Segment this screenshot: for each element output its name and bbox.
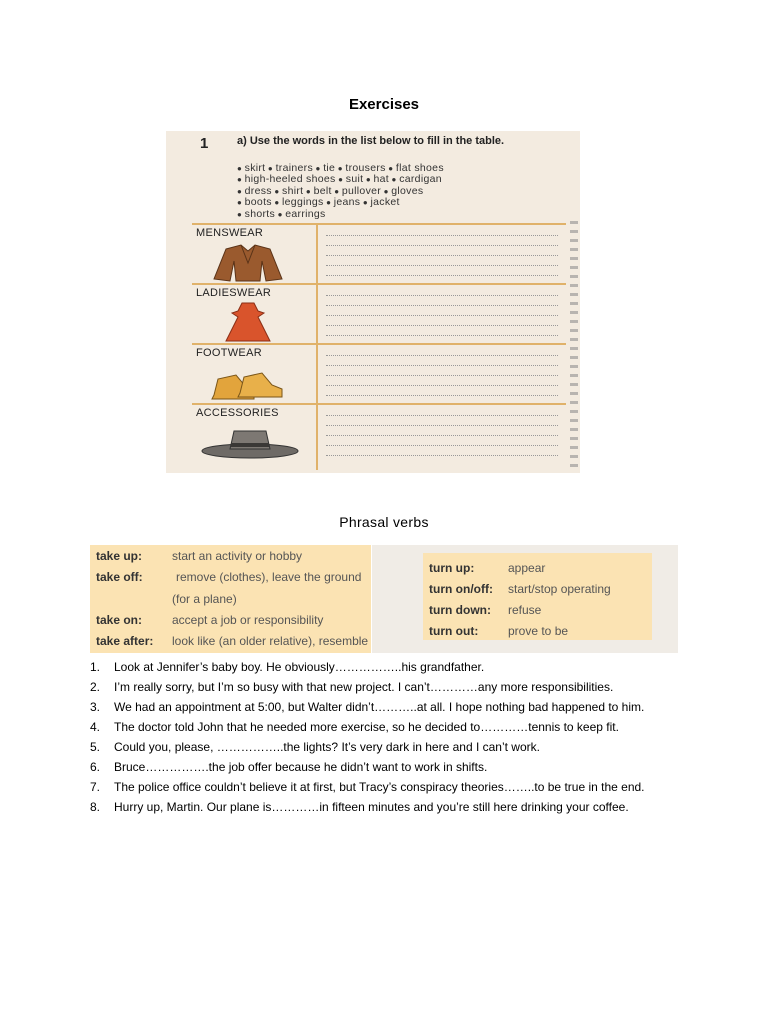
word-line: ● high-heeled shoes ● suit ● hat ● cardigan: [237, 173, 442, 186]
category-row-footwear: [192, 343, 566, 403]
fill-line: [326, 365, 558, 366]
list-item: 5. Could you, please, ……………..the lights? It’s very dark in here and I can’t work.: [90, 740, 540, 754]
page-title: Exercises: [348, 96, 420, 113]
list-item: 7. The police office couldn’t believe it at first, but Tracy’s conspiracy theories……..to be true in the end.: [90, 780, 645, 794]
fill-line: [326, 235, 558, 236]
phrasal-entry: take after:: [96, 634, 154, 648]
fill-line: [326, 245, 558, 246]
exercise-sentences: [90, 657, 730, 817]
phrasal-meaning: appear: [508, 561, 546, 575]
fill-line: [326, 435, 558, 436]
exercise-instruction: a) Use the words in the list below to fill in the table.: [237, 135, 505, 147]
fill-line: [326, 315, 558, 316]
phrasal-entry: take on:: [96, 613, 143, 627]
phrasal-entry: take up:: [96, 549, 143, 563]
fill-line: [326, 305, 558, 306]
fill-line: [326, 445, 558, 446]
phrasal-box-turn-inner: [423, 553, 652, 640]
exercise-image: [166, 131, 580, 473]
phrasal-meaning: refuse: [508, 603, 542, 617]
phrasal-meaning: remove (clothes), leave the ground: [176, 570, 362, 584]
phrasal-entry: take off:: [96, 570, 143, 584]
dress-icon: [196, 301, 300, 343]
list-item: 8. Hurry up, Martin. Our plane is…………in fifteen minutes and you’re still here drinking your coffee.: [90, 800, 629, 814]
boots-icon: [196, 361, 300, 403]
phrasal-meaning: (for a plane): [172, 592, 237, 606]
word-line: ● boots ● leggings ● jeans ● jacket: [237, 196, 400, 209]
phrasal-meaning: look like (an older relative), resemble: [172, 634, 369, 648]
phrasal-entry: turn out:: [429, 624, 479, 638]
phrasal-box-turn: [372, 545, 678, 653]
phrasal-entry: turn on/off:: [429, 582, 493, 596]
phrasal-verbs-heading: Phrasal verbs: [339, 514, 429, 530]
exercise-number: 1: [200, 135, 209, 152]
phrasal-box-take: [90, 545, 371, 653]
hat-icon: [196, 421, 300, 463]
category-row-ladieswear: [192, 283, 566, 343]
word-line: ● shorts ● earrings: [237, 207, 326, 220]
list-item: 1. Look at Jennifer’s baby boy. He obviously……………..his grandfather.: [90, 660, 485, 674]
category-row-accessories: [192, 403, 566, 471]
fill-line: [326, 325, 558, 326]
category-row-menswear: [192, 223, 566, 283]
fill-line: [326, 385, 558, 386]
category-label: MENSWEAR: [196, 227, 264, 239]
fill-line: [326, 415, 558, 416]
phrasal-meaning: start/stop operating: [508, 582, 611, 596]
fill-line: [326, 455, 558, 456]
phrasal-meaning: start an activity or hobby: [172, 549, 303, 563]
fill-line: [326, 275, 558, 276]
fill-line: [326, 355, 558, 356]
torn-edge: [570, 221, 578, 471]
category-label: LADIESWEAR: [196, 287, 272, 299]
phrasal-entry: turn down:: [429, 603, 491, 617]
phrasal-meaning: prove to be: [508, 624, 569, 638]
word-line: ● dress ● shirt ● belt ● pullover ● gloves: [237, 184, 424, 197]
fill-line: [326, 375, 558, 376]
jacket-icon: [196, 241, 300, 283]
fill-line: [326, 295, 558, 296]
phrasal-meaning: accept a job or responsibility: [172, 613, 324, 627]
fill-line: [326, 395, 558, 396]
fill-line: [326, 265, 558, 266]
category-label: ACCESSORIES: [196, 407, 279, 419]
list-item: 4. The doctor told John that he needed more exercise, so he decided to…………tennis to keep fit.: [90, 720, 619, 734]
word-list: [237, 163, 557, 220]
fill-line: [326, 255, 558, 256]
phrasal-entry: turn up:: [429, 561, 475, 575]
word-line: ● skirt ● trainers ● tie ● trousers ● flat shoes: [237, 162, 444, 174]
fill-line: [326, 425, 558, 426]
list-item: 2. I’m really sorry, but I’m so busy with that new project. I can’t…………any more responsibilities.: [90, 680, 614, 694]
fill-line: [326, 335, 558, 336]
list-item: 3. We had an appointment at 5:00, but Walter didn’t………..at all. I hope nothing bad happened to him.: [90, 700, 645, 714]
category-label: FOOTWEAR: [196, 347, 262, 359]
list-item: 6. Bruce…………….the job offer because he didn’t want to work in shifts.: [90, 760, 488, 774]
